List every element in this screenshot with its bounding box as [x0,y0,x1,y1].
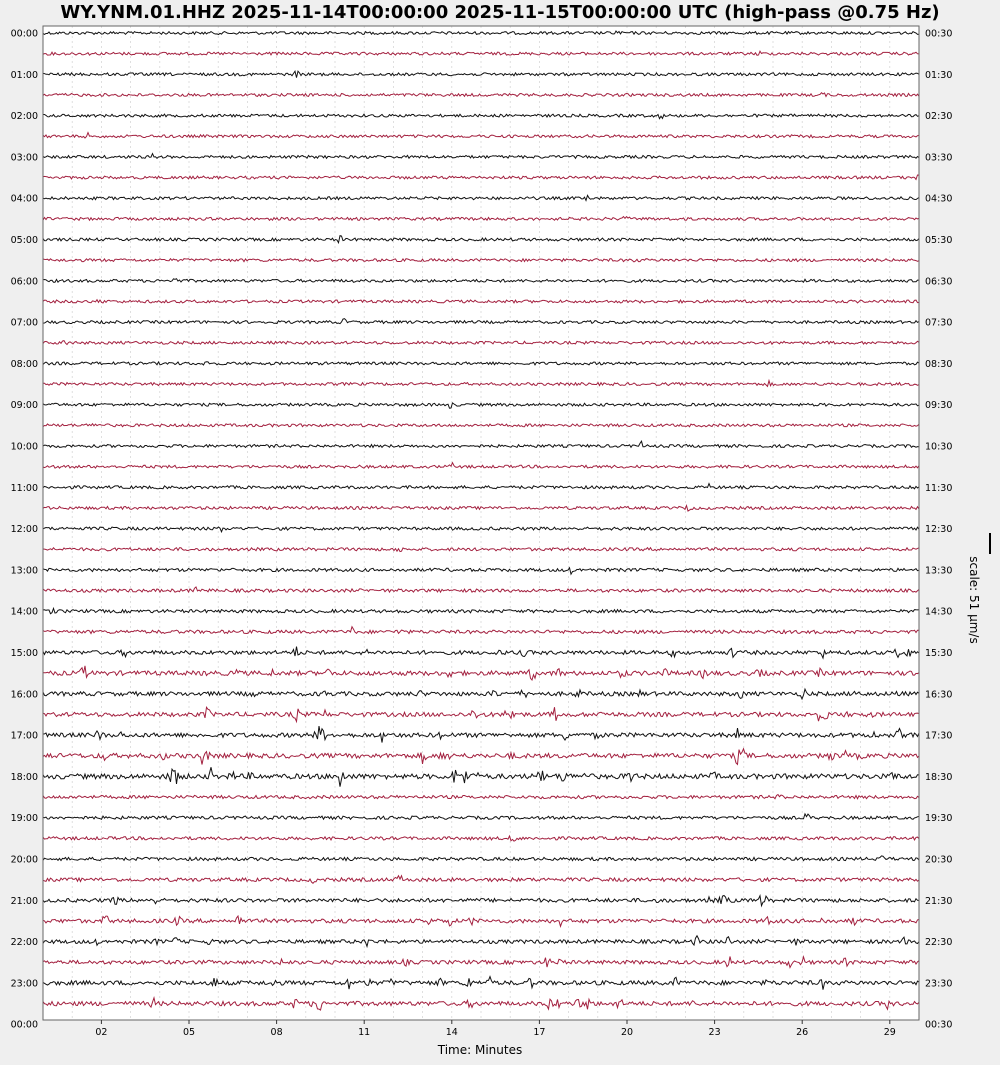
right-time-label: 02:30 [925,111,953,123]
right-time-label: 11:30 [925,482,953,494]
left-time-label: 17:00 [10,730,38,742]
x-tick-label: 11 [358,1027,371,1038]
x-tick-label: 26 [796,1027,809,1038]
right-time-label: 01:30 [925,69,953,81]
left-time-label: 04:00 [10,193,38,205]
left-time-label: 13:00 [10,565,38,577]
right-time-label: 07:30 [925,317,953,329]
left-time-label: 23:00 [10,978,38,990]
left-time-label: 15:00 [10,648,38,659]
right-time-label: 19:30 [925,813,953,825]
left-time-label: 10:00 [10,441,38,453]
right-time-label: 09:30 [925,400,953,412]
x-tick-label: 17 [533,1027,546,1038]
left-time-label: 02:00 [10,111,38,123]
right-time-label: 08:30 [925,358,953,370]
x-axis-label: Time: Minutes [437,1043,523,1057]
left-time-label: 21:00 [10,895,38,907]
right-time-label: 14:30 [925,606,953,618]
left-time-label: 00:00 [10,28,38,40]
left-time-label: 16:00 [10,689,38,701]
x-tick-label: 08 [270,1027,283,1038]
left-time-label: 11:00 [10,482,38,494]
right-time-label: 00:30 [925,1019,953,1031]
right-time-label: 13:30 [925,565,953,577]
right-time-label: 00:30 [925,28,953,40]
left-time-label: 12:00 [10,524,38,536]
left-time-label: 00:00 [10,1019,38,1031]
chart-title: WY.YNM.01.HHZ 2025-11-14T00:00:00 2025-11-15T00:00:00 UTC (high-pass @0.75 Hz) [60,2,940,23]
x-tick-label: 29 [883,1027,896,1038]
x-tick-label: 20 [620,1027,634,1038]
left-time-label: 20:00 [10,854,38,866]
x-tick-label: 14 [445,1027,458,1038]
left-time-label: 18:00 [10,771,38,783]
left-time-label: 08:00 [10,358,38,370]
left-time-label: 03:00 [10,152,38,164]
left-time-label: 09:00 [10,400,38,412]
right-time-label: 17:30 [925,730,953,742]
right-time-label: 18:30 [925,771,953,783]
right-time-label: 23:30 [925,978,953,990]
right-time-label: 10:30 [925,441,953,453]
right-time-label: 04:30 [925,193,953,205]
right-time-label: 20:30 [925,854,953,866]
right-time-label: 05:30 [925,235,953,246]
right-time-label: 12:30 [925,524,953,536]
left-time-label: 06:00 [10,276,38,288]
right-time-label: 22:30 [925,937,953,949]
right-time-label: 03:30 [925,152,953,164]
x-tick-label: 02 [95,1027,108,1038]
left-time-label: 05:00 [10,235,38,246]
left-time-label: 07:00 [10,317,38,329]
right-time-label: 21:30 [925,895,953,907]
right-time-label: 15:30 [925,648,953,659]
scale-label: scale: 51 µm/s [967,556,981,644]
right-time-label: 06:30 [925,276,953,288]
left-time-label: 22:00 [10,937,38,949]
left-time-label: 19:00 [10,813,38,825]
left-time-label: 01:00 [10,69,38,81]
x-tick-label: 23 [708,1027,721,1038]
x-tick-label: 05 [182,1027,196,1038]
left-time-label: 14:00 [10,606,38,618]
right-time-label: 16:30 [925,689,953,701]
